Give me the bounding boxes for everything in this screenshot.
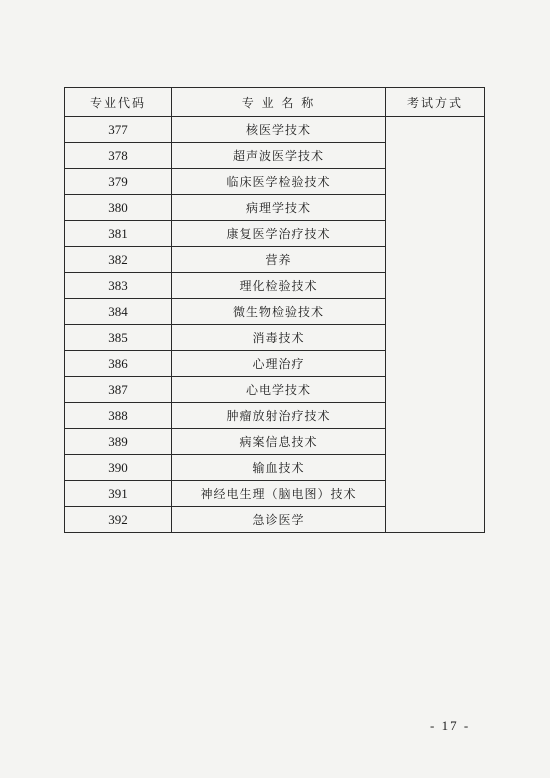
name-cell: 营养 xyxy=(172,247,386,273)
code-cell: 377 xyxy=(65,117,172,143)
code-cell: 379 xyxy=(65,169,172,195)
name-cell: 消毒技术 xyxy=(172,325,386,351)
code-cell: 380 xyxy=(65,195,172,221)
name-cell: 超声波医学技术 xyxy=(172,143,386,169)
code-cell: 390 xyxy=(65,455,172,481)
table-header-row xyxy=(65,88,485,117)
name-cell: 理化检验技术 xyxy=(172,273,386,299)
code-cell: 385 xyxy=(65,325,172,351)
name-cell: 核医学技术 xyxy=(172,117,386,143)
code-cell: 381 xyxy=(65,221,172,247)
name-cell: 病理学技术 xyxy=(172,195,386,221)
name-cell: 微生物检验技术 xyxy=(172,299,386,325)
table-row xyxy=(65,117,485,143)
header-code: 专业代码 xyxy=(65,88,172,117)
header-name: 专 业 名 称 xyxy=(172,88,386,117)
name-cell: 心电学技术 xyxy=(172,377,386,403)
code-cell: 387 xyxy=(65,377,172,403)
code-cell: 388 xyxy=(65,403,172,429)
name-cell: 病案信息技术 xyxy=(172,429,386,455)
exam-cell xyxy=(386,117,485,533)
name-cell: 心理治疗 xyxy=(172,351,386,377)
name-cell: 临床医学检验技术 xyxy=(172,169,386,195)
name-cell: 输血技术 xyxy=(172,455,386,481)
code-cell: 389 xyxy=(65,429,172,455)
code-cell: 386 xyxy=(65,351,172,377)
code-cell: 392 xyxy=(65,507,172,533)
specialty-table xyxy=(64,87,485,533)
header-exam: 考试方式 xyxy=(386,88,485,117)
code-cell: 391 xyxy=(65,481,172,507)
name-cell: 神经电生理（脑电图）技术 xyxy=(172,481,386,507)
page-number: - 17 - xyxy=(430,718,471,733)
code-cell: 382 xyxy=(65,247,172,273)
code-cell: 378 xyxy=(65,143,172,169)
name-cell: 康复医学治疗技术 xyxy=(172,221,386,247)
code-cell: 383 xyxy=(65,273,172,299)
name-cell: 肿瘤放射治疗技术 xyxy=(172,403,386,429)
name-cell: 急诊医学 xyxy=(172,507,386,533)
code-cell: 384 xyxy=(65,299,172,325)
